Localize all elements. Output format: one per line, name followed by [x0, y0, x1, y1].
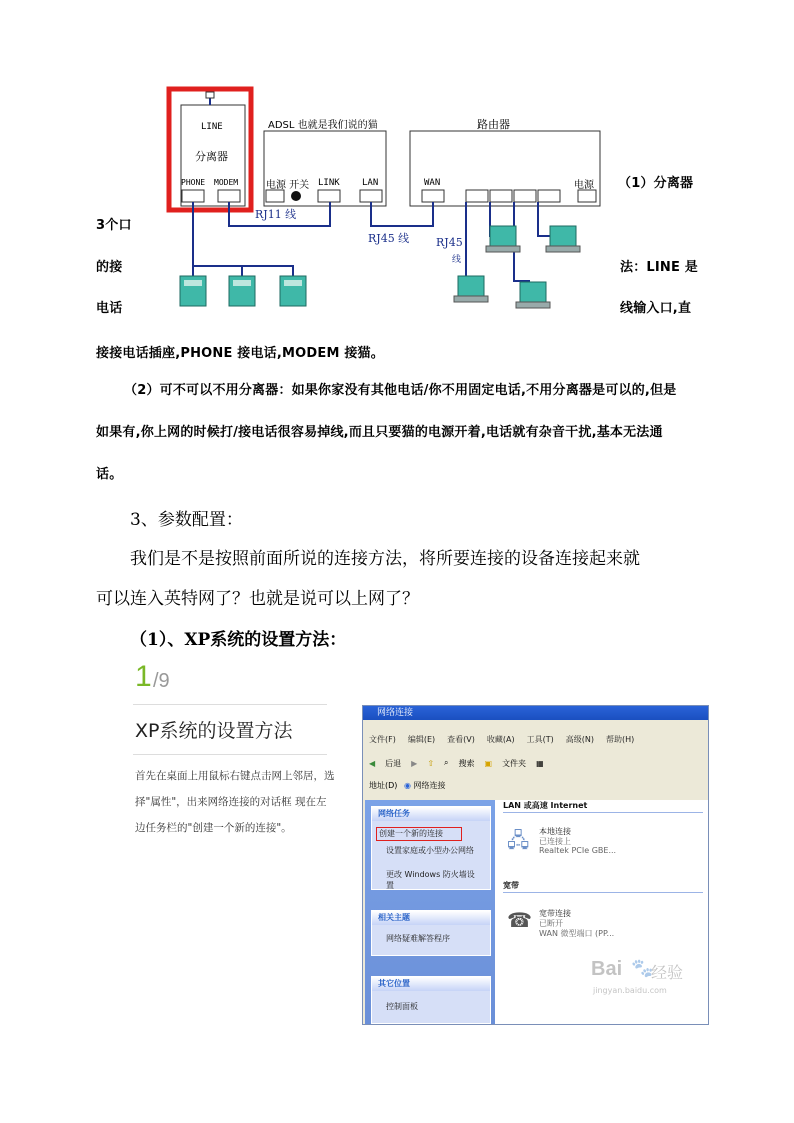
wrap-left-2: 的接: [96, 260, 123, 275]
xp-troubleshooter-item[interactable]: 网络疑难解答程序: [386, 934, 450, 943]
xp-back-label[interactable]: 后退: [385, 758, 402, 768]
xp-task-pane: [365, 800, 495, 1024]
paragraph-2-line-3: 话。: [96, 467, 123, 482]
xp-address-bar: [369, 780, 704, 792]
xp-broadband-underline: [503, 892, 703, 893]
paragraph-2-line-1: （2）可不可以不用分离器：如果你家没有其他电话/你不用固定电话,不用分离器是可以的,但是: [124, 383, 677, 398]
xp-menu-edit[interactable]: 编辑(E): [407, 735, 436, 744]
xp-main-pane: [495, 800, 708, 1024]
line-port: [206, 92, 214, 98]
router-title: 路由器: [477, 118, 510, 131]
router-wan-label: WAN: [424, 178, 441, 188]
step-total: /9: [153, 670, 170, 692]
xp-folders-label[interactable]: 文件夹: [502, 758, 527, 768]
xp-lan-underline: [503, 812, 703, 813]
router-power-label: 电源: [574, 180, 594, 191]
router-port-2: [490, 190, 512, 202]
step-title: XP系统的设置方法: [135, 720, 293, 742]
rj45-label-b: RJ45: [436, 236, 463, 249]
step-desc-1: 首先在桌面上用鼠标右键点击网上邻居，选: [135, 770, 335, 782]
splitter-phone-label: PHONE: [181, 178, 206, 187]
adsl-lan-label: LAN: [362, 178, 379, 188]
xp-address-value[interactable]: 网络连接: [413, 781, 446, 790]
xp-network-icon: ◉: [403, 781, 411, 790]
xp-address-label: 地址(D): [369, 781, 398, 790]
adsl-power-port: [266, 190, 284, 202]
step-desc-2: 择"属性"，出来网络连接的对话框 现在左: [135, 796, 327, 808]
adsl-lan-port: [360, 190, 382, 202]
xp-network-tasks-box: [371, 806, 491, 890]
paragraph-3-line-2: 可以连入英特网了？也就是说可以上网了？: [96, 589, 419, 609]
computer-4-icon: [516, 282, 550, 308]
splitter-line-label: LINE: [201, 122, 223, 132]
xp-lan-name: 本地连接: [539, 827, 571, 836]
xp-other-places-header: 其它位置: [372, 977, 490, 991]
wrap-right-1: （1）分离器: [618, 176, 694, 191]
computer-3-icon: [454, 276, 488, 302]
xp-up-icon[interactable]: ⇧: [427, 758, 435, 768]
xp-forward-icon[interactable]: ▶: [411, 758, 418, 768]
router-port-4: [538, 190, 560, 202]
xp-lan-status: 已连接上: [539, 837, 571, 846]
splitter-title: 分离器: [195, 150, 228, 163]
xp-search-label[interactable]: 搜索: [458, 758, 475, 768]
phone-1-icon: [180, 276, 206, 306]
xp-menu-advanced[interactable]: 高级(N): [565, 735, 594, 744]
xp-menu-tools[interactable]: 工具(T): [526, 735, 554, 744]
xp-menu-bar: [369, 734, 704, 746]
wrap-right-2: 法：LINE 是: [620, 260, 699, 275]
router-wan-port: [422, 190, 444, 202]
xp-broadband-name: 宽带连接: [539, 909, 571, 918]
xp-broadband-icon: ☎: [507, 908, 532, 932]
xp-search-icon[interactable]: ⌕: [444, 758, 449, 767]
step-divider-bottom: [133, 754, 327, 755]
adsl-title: ADSL 也就是我们说的猫: [268, 120, 378, 131]
xp-lan-device: Realtek PCIe GBE...: [539, 846, 617, 855]
xp-menu-favorites[interactable]: 收藏(A): [486, 735, 515, 744]
splitter-modem-label: MODEM: [214, 178, 239, 187]
xp-broadband-device: WAN 微型端口 (PP...: [539, 929, 615, 938]
paragraph-2-line-2: 如果有,你上网的时候打/接电话很容易掉线,而且只要猫的电源开着,电话就有杂音干扰,基本无法通: [96, 425, 663, 440]
wrap-right-3: 线输入口,直: [620, 301, 692, 316]
router-power-port: [578, 190, 596, 202]
rj45-label-a: RJ45 线: [368, 232, 410, 245]
network-diagram: [160, 86, 610, 316]
xp-lan-connection[interactable]: [503, 822, 703, 862]
adsl-power-switch-label: 电源 开关: [266, 180, 310, 191]
xp-folder-icon[interactable]: ▣: [484, 758, 493, 768]
xp-broadband-status: 已断开: [539, 919, 563, 928]
xp-related-header: 相关主题: [372, 911, 490, 925]
phone-port: [182, 190, 204, 202]
xp-toolbar: [369, 756, 704, 770]
wrap-left-1: 3个口: [96, 218, 132, 233]
xp-menu-file[interactable]: 文件(F): [369, 735, 396, 744]
xp-back-icon[interactable]: ◀: [369, 758, 376, 768]
adsl-link-port: [318, 190, 340, 202]
xp-heading: （1）、XP系统的设置方法：: [130, 630, 347, 650]
section-heading-3: 3、参数配置：: [130, 510, 243, 530]
rj45-label-b2: 线: [452, 255, 462, 265]
rj11-label: RJ11 线: [255, 208, 297, 221]
xp-title-bar: [363, 706, 708, 720]
xp-broadband-connection[interactable]: [503, 904, 703, 944]
diagram-svg: [160, 86, 610, 316]
phone-3-icon: [280, 276, 306, 306]
baidu-watermark-text: Bai: [591, 958, 623, 980]
computer-1-icon: [486, 226, 520, 252]
router-port-1: [466, 190, 488, 202]
xp-create-connection-label[interactable]: 创建一个新的连接: [379, 829, 443, 838]
baidu-watermark-sub: jingyan.baidu.com: [593, 986, 667, 995]
modem-port: [218, 190, 240, 202]
adsl-link-label: LINK: [318, 178, 340, 188]
xp-home-network-item[interactable]: 设置家庭或小型办公网络: [386, 846, 474, 855]
computer-2-icon: [546, 226, 580, 252]
xp-network-tasks-header: 网络任务: [372, 807, 490, 821]
xp-related-box: [371, 910, 491, 956]
xp-menu-help[interactable]: 帮助(H): [605, 735, 635, 744]
xp-broadband-header: 宽带: [503, 881, 519, 890]
xp-views-icon[interactable]: ▦: [536, 758, 544, 768]
adsl-switch: [291, 191, 301, 201]
baidu-paw-icon: 🐾: [631, 958, 654, 979]
xp-window-title: 网络连接: [377, 708, 414, 718]
xp-network-window: [362, 705, 709, 1025]
wrap-left-3: 电话: [96, 301, 123, 316]
step-desc-3: 边任务栏的"创建一个新的连接"。: [135, 822, 292, 834]
xp-lan-icon: 🖧: [507, 828, 530, 852]
xp-menu-view[interactable]: 查看(V): [447, 735, 475, 744]
step-number: 1: [135, 660, 152, 693]
paragraph-1: 接接电话插座,PHONE 接电话,MODEM 接猫。: [96, 346, 384, 361]
baidu-watermark: [591, 958, 703, 1002]
xp-create-connection[interactable]: [376, 827, 462, 841]
paragraph-3-line-1: 我们是不是按照前面所说的连接方法，将所要连接的设备连接起来就: [130, 549, 640, 569]
router-port-3: [514, 190, 536, 202]
step-divider-top: [133, 704, 327, 705]
baidu-watermark-suffix: 经验: [651, 963, 684, 982]
xp-control-panel-item[interactable]: 控制面板: [386, 1002, 418, 1011]
xp-firewall-item[interactable]: 更改 Windows 防火墙设置: [386, 870, 475, 890]
xp-other-places-box: [371, 976, 491, 1024]
phone-2-icon: [229, 276, 255, 306]
step-card: [133, 660, 335, 860]
xp-lan-header: LAN 或高速 Internet: [503, 801, 588, 810]
